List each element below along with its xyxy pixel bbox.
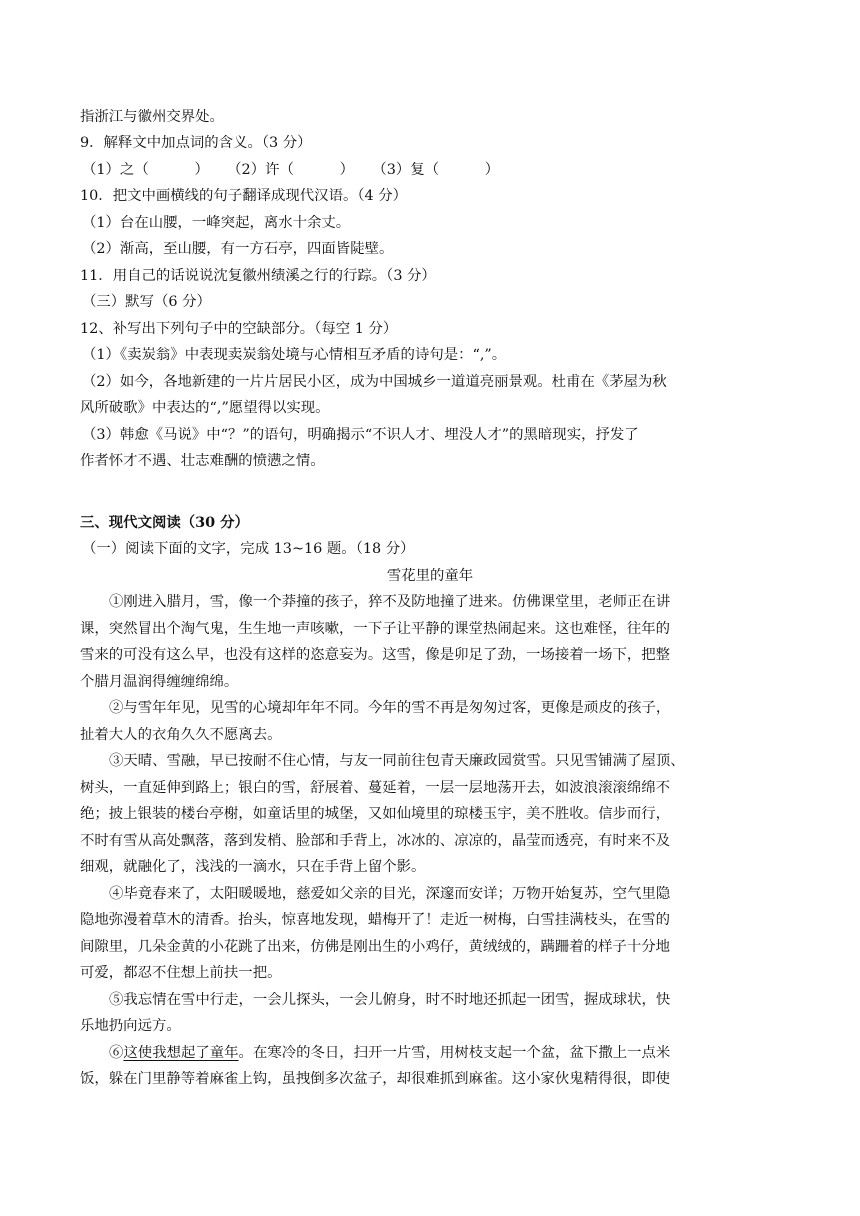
paragraph-line: 隐地弥漫着草木的清香。抬头，惊喜地发现，蜡梅开了！走近一树梅，白雪挂满枝头，在雪的 <box>80 912 671 928</box>
question-11: 11．用自己的话说说沈复徽州绩溪之行的行踪。（3 分） <box>80 268 436 284</box>
question-12: 12、补写出下列句子中的空缺部分。（每空 1 分） <box>80 321 398 337</box>
question-10-item-2: （2）渐高，至山腰，有一方石亭，四面皆陡壁。 <box>82 241 394 257</box>
question-12-item-3-cont: 作者怀才不遇、壮志难酬的愤懑之情。 <box>80 453 325 469</box>
paragraph-line <box>109 1040 819 1066</box>
question-10-item-1: （1）台在山腰，一峰突起，离水十余丈。 <box>82 215 351 231</box>
underlined-sentence: 这使我想起了童年 <box>123 1045 239 1061</box>
paragraph-line: 雪来的可没有这么早，也没有这样的恣意妄为。这雪，像是卯足了劲，一场接着一场下，把整 <box>80 647 671 663</box>
paragraph-line: 饭，躲在门里静等着麻雀上钩，虽拽倒多次盆子，却很难抓到麻雀。这小家伙鬼精得很，即使 <box>80 1071 671 1087</box>
paragraph-line: 间隙里，几朵金黄的小花跳了出来，仿佛是刚出生的小鸡仔，黄绒绒的，蹒跚着的样子十分地 <box>80 939 671 955</box>
question-12-item-3: （3）韩愈《马说》中“？”的语句，明确揭示“不识人才、埋没人才”的黑暗现实，抒发了 <box>82 427 639 443</box>
question-12-item-2: （2）如今，各地新建的一片片居民小区，成为中国城乡一道道亮丽景观。杜甫在《茅屋为秋 <box>82 374 667 390</box>
paragraph-line: ①刚进入腊月，雪，像一个莽撞的孩子，猝不及防地撞了进来。仿佛课堂里，老师正在讲 <box>109 594 671 610</box>
paragraph-line: 个腊月温润得缠缠绵绵。 <box>80 674 239 690</box>
paragraph-line: ⑤我忘情在雪中行走，一会儿探头，一会儿俯身，时不时地还抓起一团雪，握成球状，快 <box>109 992 671 1008</box>
paragraph-line: 乐地扔向远方。 <box>80 1018 181 1034</box>
paragraph-line: ③天晴、雪融，早已按耐不住心情，与友一同前往包青天廉政园赏雪。只见雪铺满了屋顶、 <box>109 753 685 769</box>
paragraph-text: 。在寒冷的冬日，扫开一片雪，用树枝支起一个盆，盆下撒上一点米 <box>238 1045 671 1061</box>
section-dictation-heading: （三）默写（6 分） <box>82 294 211 310</box>
article-title: 雪花里的童年 <box>386 568 474 584</box>
reading-instruction: （一）阅读下面的文字，完成 13~16 题。（18 分） <box>82 541 415 557</box>
text-line: 指浙江与徽州交界处。 <box>80 109 224 125</box>
paragraph-line: 细观，就融化了，浅浅的一滴水，只在手背上留个影。 <box>80 859 426 875</box>
paragraph-line: 课，突然冒出个淘气鬼，生生地一声咳嗽，一下子让平静的课堂热闹起来。这也难怪，往年的 <box>80 621 671 637</box>
paragraph-line: ④毕竟春来了，太阳暖暖地，慈爱如父亲的目光，深邃而安详；万物开始复苏，空气里隐 <box>109 886 671 902</box>
paragraph-line: 扯着大人的衣角久久不愿离去。 <box>80 727 282 743</box>
paragraph-number: ⑥ <box>109 1045 124 1061</box>
question-9: 9．解释文中加点词的含义。（3 分） <box>80 135 312 151</box>
question-9-blanks: （1）之（ ） （2）许（ ） （3）复（ ） <box>82 162 500 178</box>
paragraph-line: ②与雪年年见，见雪的心境却年年不同。今年的雪不再是匆匆过客，更像是顽皮的孩子， <box>109 700 671 716</box>
paragraph-line: 树头，一直延伸到路上；银白的雪，舒展着、蔓延着，一层一层地荡开去，如波浪滚滚绵绵不 <box>80 780 671 796</box>
question-10: 10．把文中画横线的句子翻译成现代汉语。（4 分） <box>80 188 408 204</box>
paragraph-line: 绝；披上银装的楼台亭榭，如童话里的城堡，又如仙境里的琼楼玉宇，美不胜收。信步而行， <box>80 806 671 822</box>
paragraph-line: 不时有雪从高处飘落，落到发梢、脸部和手背上，冰冰的、凉凉的，晶莹而透亮，有时来不及 <box>80 833 671 849</box>
question-12-item-1: （1）《卖炭翁》中表现卖炭翁处境与心情相互矛盾的诗句是：“,”。 <box>82 347 507 363</box>
question-12-item-2-cont: 风所破歌》中表达的“,”愿望得以实现。 <box>80 400 330 416</box>
section-three-heading: 三、现代文阅读（30 分） <box>80 514 249 531</box>
paragraph-line: 可爱，都忍不住想上前扶一把。 <box>80 965 282 981</box>
